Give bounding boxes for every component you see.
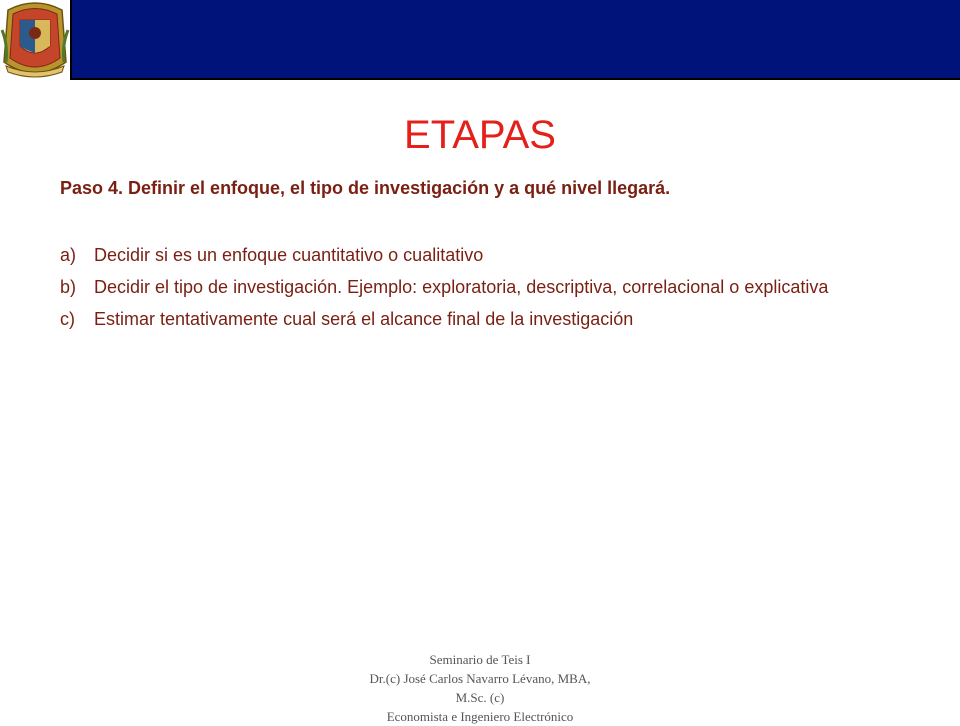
list-item-text: Estimar tentativamente cual será el alcance final de la investigación [94, 309, 634, 329]
list-marker: b) [60, 277, 77, 297]
list-item [60, 308, 910, 330]
step-heading: Paso 4. Definir el enfoque, el tipo de investigación y a qué nivel llegará. [60, 178, 671, 198]
footer-line: M.Sc. (c) [455, 690, 505, 705]
list-item [60, 276, 910, 298]
step-list [60, 244, 910, 340]
list-item [60, 244, 910, 266]
footer-line: Economista e Ingeniero Electrónico [386, 709, 574, 724]
header-bar [0, 0, 960, 80]
header-banner [70, 0, 960, 80]
slide-title: ETAPAS [404, 113, 556, 157]
list-item-text: Decidir el tipo de investigación. Ejemplo: exploratoria, descriptiva, correlacional o explicativa [94, 277, 829, 297]
footer-credits [330, 650, 630, 726]
footer-line: Seminario de Teis I [429, 652, 531, 667]
list-marker: a) [60, 245, 77, 265]
footer-line: Dr.(c) José Carlos Navarro Lévano, MBA, [369, 671, 591, 686]
list-marker: c) [60, 309, 75, 329]
university-crest-icon [0, 0, 70, 80]
list-item-text: Decidir si es un enfoque cuantitativo o cualitativo [94, 245, 484, 265]
